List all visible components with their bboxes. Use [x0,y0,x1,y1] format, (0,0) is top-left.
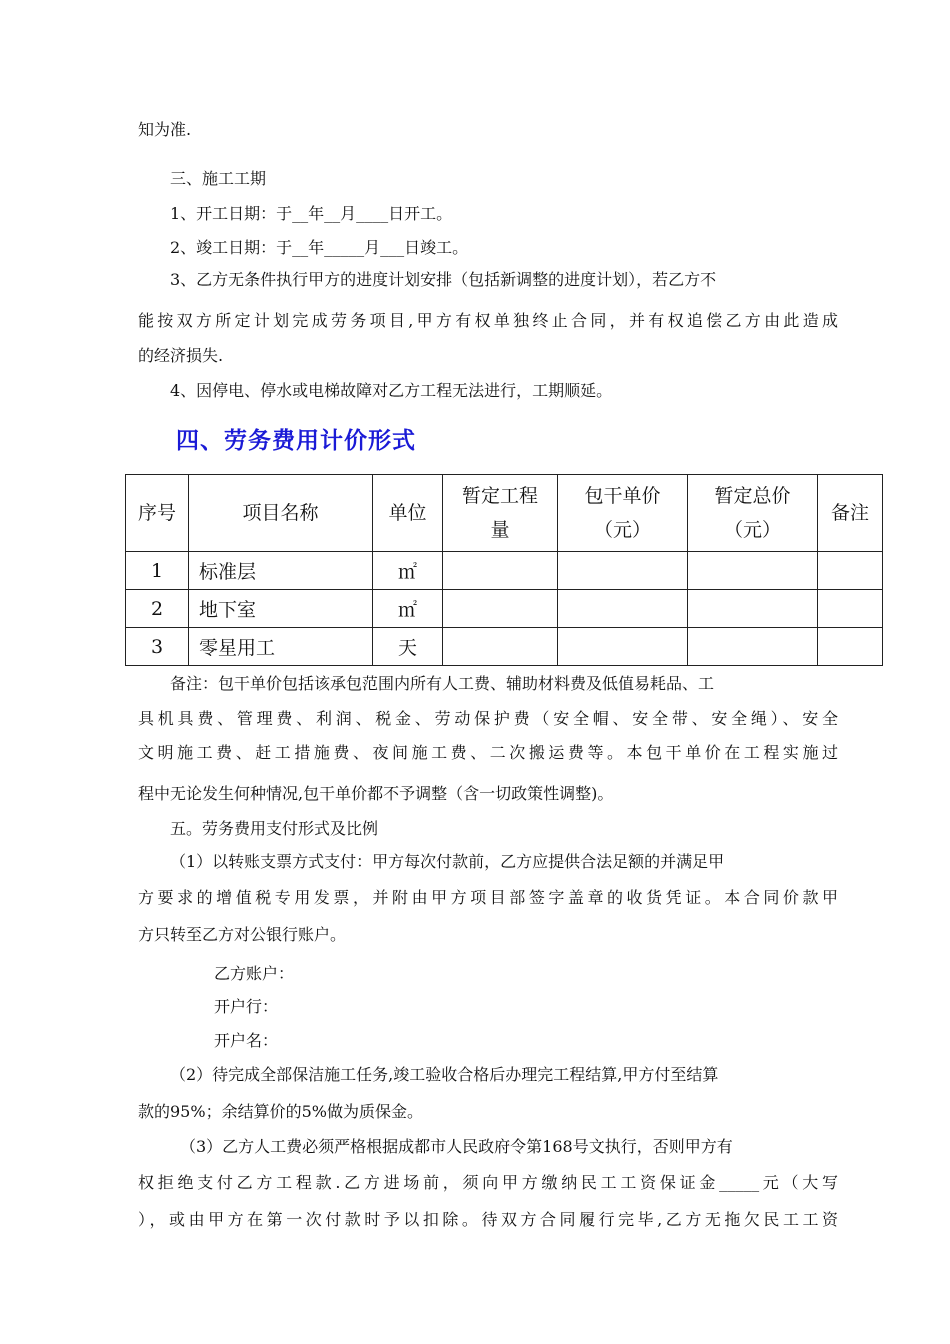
cell-total-price [688,552,818,590]
cell-quantity [443,628,558,666]
payment-clause-2-line-1: （2）待完成全部保洁施工任务,竣工验收合格后办理完工程结算,甲方付至结算 [170,1065,719,1084]
header-quantity-line-2: 量 [490,519,510,541]
section-4-heading: 四、劳务费用计价形式 [176,428,416,454]
cell-item-name: 标准层 [189,552,373,590]
pricing-table [125,474,883,666]
table-row [126,552,883,590]
schedule-clause-line-1: 3、乙方无条件执行甲方的进度计划安排（包括新调整的进度计划），若乙方不 [170,270,717,289]
header-unit-price-line-1: 包干单价 [584,485,661,507]
cell-unit: 天 [373,628,443,666]
cell-total-price [688,628,818,666]
payment-clause-3-line-3: ），或由甲方在第一次付款时予以扣除。待双方合同履行完毕,乙方无拖欠民工工资 [138,1210,838,1229]
header-total-price-line-1: 暂定总价 [714,485,791,507]
cell-no: 1 [126,552,189,590]
account-name-label: 开户名： [214,1031,279,1050]
cell-total-price [688,590,818,628]
remark-line-4: 程中无论发生何种情况,包干单价都不予调整（含一切政策性调整)。 [138,784,614,803]
header-item-name: 项目名称 [189,475,373,552]
payment-clause-1-line-1: （1）以转账支票方式支付：甲方每次付款前，乙方应提供合法足额的并满足甲 [170,852,725,871]
header-unit-price-line-2: （元） [593,519,651,541]
cell-no: 2 [126,590,189,628]
completion-date-clause: 2、竣工日期：于__年_____月___日竣工。 [170,238,469,257]
cell-no: 3 [126,628,189,666]
schedule-clause-line-2: 能按双方所定计划完成劳务项目,甲方有权单独终止合同，并有权追偿乙方由此造成 [138,311,838,330]
cell-note [818,552,883,590]
header-quantity [443,475,558,552]
bank-label: 开户行： [214,997,279,1016]
remark-line-3: 文明施工费、赶工措施费、夜间施工费、二次搬运费等。本包干单价在工程实施过 [138,743,838,762]
cell-unit-price [558,628,688,666]
table-header-row [126,475,883,552]
payment-clause-3-line-1: （3）乙方人工费必须严格根据成都市人民政府令第168号文执行，否则甲方有 [180,1137,733,1156]
cell-quantity [443,590,558,628]
header-note: 备注 [818,475,883,552]
cell-note [818,590,883,628]
header-unit-price [558,475,688,552]
cell-unit-price [558,590,688,628]
section-3-title: 三、施工工期 [170,169,267,188]
remark-line-1: 备注：包干单价包括该承包范围内所有人工费、辅助材料费及低值易耗品、工 [170,674,715,693]
payment-clause-1-line-3: 方只转至乙方对公银行账户。 [138,925,347,944]
cell-unit: ㎡ [373,552,443,590]
header-quantity-line-1: 暂定工程 [461,485,538,507]
section-5-title: 五。劳务费用支付形式及比例 [170,819,379,838]
table-row [126,590,883,628]
cell-unit: ㎡ [373,590,443,628]
cell-unit-price [558,552,688,590]
payment-clause-3-line-2: 权拒绝支付乙方工程款.乙方进场前，须向甲方缴纳民工工资保证金_____元（大写 [138,1173,838,1192]
paragraph-fragment: 知为准. [138,120,192,139]
schedule-clause-line-3: 的经济损失. [138,346,224,365]
delay-clause: 4、因停电、停水或电梯故障对乙方工程无法进行，工期顺延。 [170,381,613,400]
header-total-price-line-2: （元） [723,519,781,541]
start-date-clause: 1、开工日期：于__年__月____日开工。 [170,204,453,223]
cell-item-name: 地下室 [189,590,373,628]
cell-note [818,628,883,666]
header-total-price [688,475,818,552]
account-label: 乙方账户： [214,964,295,983]
table-row [126,628,883,666]
header-no: 序号 [126,475,189,552]
header-unit: 单位 [373,475,443,552]
cell-quantity [443,552,558,590]
payment-clause-1-line-2: 方要求的增值税专用发票，并附由甲方项目部签字盖章的收货凭证。本合同价款甲 [138,888,838,907]
cell-item-name: 零星用工 [189,628,373,666]
payment-clause-2-line-2: 款的95%；余结算价的5%做为质保金。 [138,1102,423,1121]
remark-line-2: 具机具费、管理费、利润、税金、劳动保护费（安全帽、安全带、安全绳）、安全 [138,709,838,728]
